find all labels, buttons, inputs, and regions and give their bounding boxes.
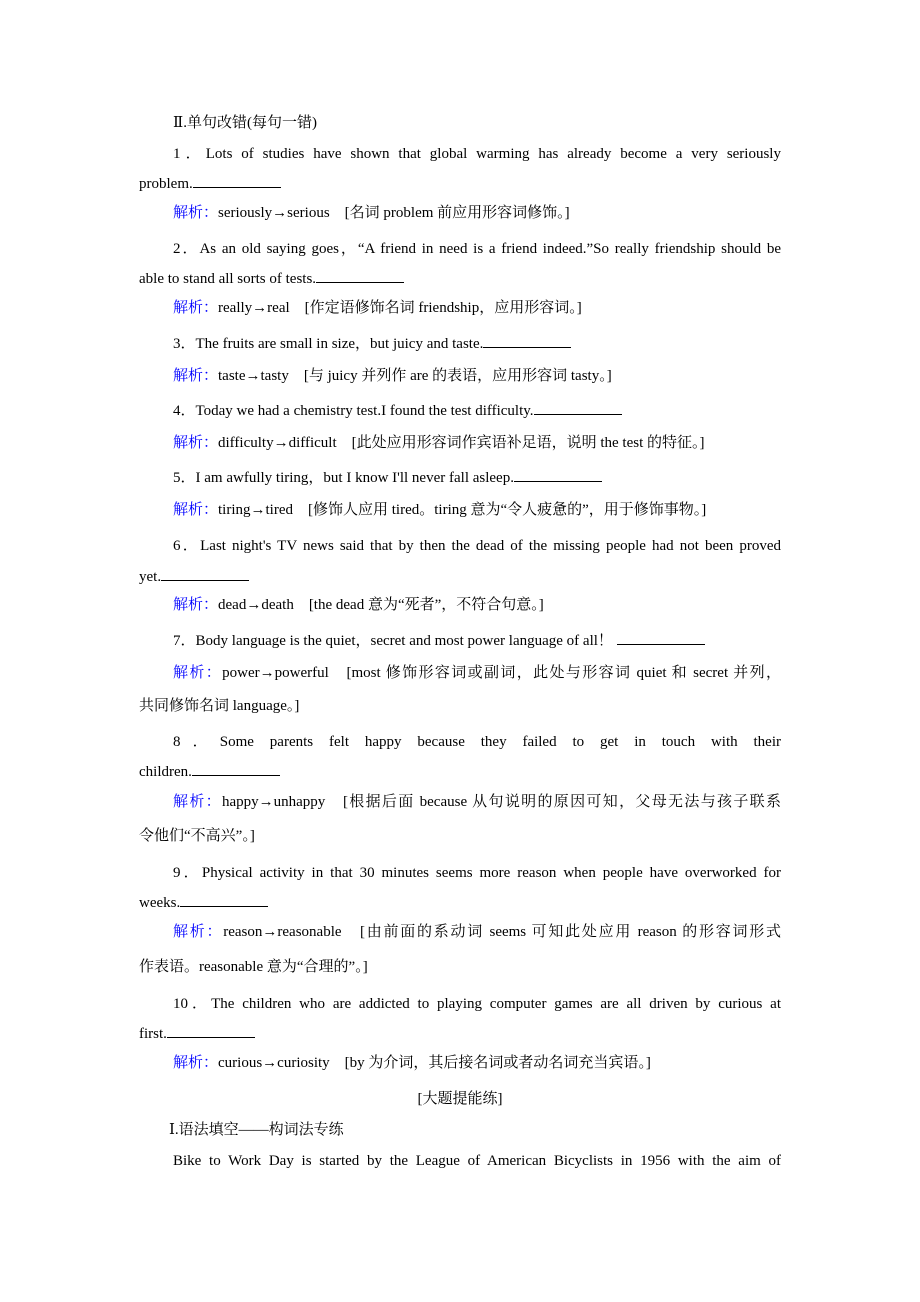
- question-number: 3．: [173, 336, 196, 352]
- question-10-line-2: [139, 1024, 781, 1044]
- question-text: able to stand all sorts of tests.: [139, 271, 317, 287]
- analysis-4: [173, 433, 781, 453]
- analysis-text: reason→reasonable [由前面的系动词 seems 可知此处应用 reason 的形容词形式: [223, 924, 781, 940]
- big-section-title: [大题提能练]: [417, 1091, 503, 1107]
- question-text: The fruits are small in size，but juicy and taste.: [195, 336, 484, 352]
- question-2-line-2: [139, 269, 781, 289]
- analysis-text: seriously→serious [名词 problem 前应用形容词修饰。]: [218, 205, 570, 221]
- analysis-label: 解析：: [173, 1055, 219, 1071]
- question-1-line-1: [173, 144, 781, 164]
- analysis-text: curious→curiosity [by 为介词，其后接名词或者动名词充当宾语。]: [218, 1055, 651, 1071]
- question-text: problem.: [139, 176, 193, 192]
- question-2-line-1: [173, 239, 781, 259]
- analysis-text: dead→death [the dead 意为“死者”，不符合句意。]: [218, 597, 544, 613]
- passage-line-1: Bike to Work Day is started by the League of American Bicyclists in 1956 with the aim of: [173, 1153, 781, 1169]
- question-number: 4．: [173, 403, 196, 419]
- question-text: Last night's TV news said that by then the dead of the missing people had not been proved: [200, 538, 781, 554]
- analysis-7-line-1: [173, 663, 781, 683]
- question-4-line-1: [173, 401, 781, 421]
- question-text: Today we had a chemistry test.I found the test difficulty.: [195, 403, 534, 419]
- analysis-text: happy→unhappy [根据后面 because 从句说明的原因可知，父母无法与孩子联系: [221, 794, 781, 810]
- question-number: 2．: [173, 241, 200, 257]
- question-number: 5．: [173, 470, 196, 486]
- answer-blank[interactable]: [193, 174, 281, 188]
- analysis-text: difficulty→difficult [此处应用形容词作宾语补足语，说明 the test 的特征。]: [218, 435, 705, 451]
- question-text: Body language is the quiet，secret and most power language of all！: [195, 633, 613, 649]
- question-6-line-1: [173, 536, 781, 556]
- answer-blank[interactable]: [192, 762, 280, 776]
- analysis-label: 解析：: [173, 794, 222, 810]
- analysis-label: 解析：: [173, 502, 219, 518]
- analysis-2: [173, 298, 781, 318]
- question-5-line-1: [173, 468, 781, 488]
- analysis-5: [173, 500, 781, 520]
- question-number: 7．: [173, 633, 196, 649]
- question-10-line-1: [173, 994, 781, 1014]
- answer-blank[interactable]: [180, 893, 268, 907]
- question-8-line-1: [173, 732, 781, 752]
- question-9-line-2: [139, 893, 781, 913]
- analysis-label: 解析：: [173, 665, 223, 681]
- question-text: As an old saying goes，“A friend in need is a friend indeed.”So really friendship should be: [199, 241, 781, 257]
- question-text: The children who are addicted to playing computer games are all driven by curious at: [211, 996, 781, 1012]
- answer-blank[interactable]: [514, 468, 602, 482]
- question-9-line-1: [173, 863, 781, 883]
- analysis-label: 解析：: [173, 300, 219, 316]
- question-3-line-1: [173, 334, 781, 354]
- analysis-text: 令他们“不高兴”。]: [139, 828, 255, 844]
- analysis-label: 解析：: [173, 205, 219, 221]
- answer-blank[interactable]: [316, 269, 404, 283]
- analysis-9-line-1: [173, 922, 781, 942]
- question-number: 1．: [173, 146, 206, 162]
- question-text: Lots of studies have shown that global warming has already become a very seriously: [205, 146, 781, 162]
- analysis-text: tiring→tired [修饰人应用 tired。tiring 意为“令人疲惫的”，用于修饰事物。]: [218, 502, 707, 518]
- question-7-line-1: [173, 631, 781, 651]
- question-text: weeks.: [139, 895, 181, 911]
- analysis-label: 解析：: [173, 597, 219, 613]
- question-text: I am awfully tiring，but I know I'll never fall asleep.: [195, 470, 514, 486]
- answer-blank[interactable]: [617, 631, 705, 645]
- analysis-text: power→powerful [most 修饰形容词或副词，此处与形容词 quiet 和 secret 并列，: [222, 665, 781, 681]
- analysis-label: 解析：: [173, 368, 219, 384]
- analysis-10: [173, 1053, 781, 1073]
- analysis-6: [173, 595, 781, 615]
- analysis-8-line-2: [139, 826, 781, 846]
- section-1-title: Ⅰ.语法填空——构词法专练: [169, 1122, 344, 1138]
- analysis-3: [173, 366, 781, 386]
- question-number: 9．: [173, 865, 202, 881]
- question-number: 6．: [173, 538, 201, 554]
- question-8-line-2: [139, 762, 781, 782]
- analysis-1: [173, 203, 781, 223]
- question-number: 10．: [173, 996, 212, 1012]
- section-title: [173, 113, 781, 133]
- analysis-label: 解析：: [173, 924, 224, 940]
- answer-blank[interactable]: [534, 401, 622, 415]
- analysis-7-line-2: [139, 696, 781, 716]
- question-text: Some parents felt happy because they failed to get in touch with their: [219, 734, 781, 750]
- question-6-line-2: [139, 567, 781, 587]
- analysis-8-line-1: [173, 792, 781, 812]
- analysis-label: 解析：: [173, 435, 219, 451]
- answer-blank[interactable]: [161, 567, 249, 581]
- section-title-text: Ⅱ.单句改错: [173, 115, 247, 131]
- answer-blank[interactable]: [167, 1024, 255, 1038]
- analysis-text: 作表语。reasonable 意为“合理的”。]: [139, 959, 368, 975]
- answer-blank[interactable]: [483, 334, 571, 348]
- question-text: children.: [139, 764, 192, 780]
- question-text: first.: [139, 1026, 167, 1042]
- question-number: 8．: [173, 734, 220, 750]
- question-1-line-2: [139, 174, 781, 194]
- analysis-text: 共同修饰名词 language。]: [139, 698, 300, 714]
- analysis-text: taste→tasty [与 juicy 并列作 are 的表语，应用形容词 tasty。]: [218, 368, 612, 384]
- question-text: yet.: [139, 569, 162, 585]
- section-title-note: (每句一错): [246, 115, 317, 131]
- question-text: Physical activity in that 30 minutes seems more reason when people have overworked for: [201, 865, 781, 881]
- analysis-9-line-2: [139, 957, 781, 977]
- analysis-text: really→real [作定语修饰名词 friendship，应用形容词。]: [218, 300, 582, 316]
